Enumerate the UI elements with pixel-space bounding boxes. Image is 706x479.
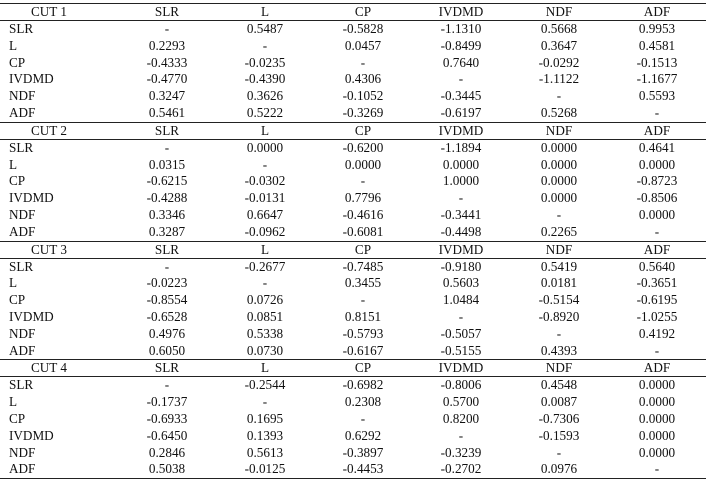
correlation-value: - <box>608 105 706 122</box>
table-row <box>0 157 706 174</box>
correlation-value: - <box>360 410 366 426</box>
correlation-table-body <box>0 4 706 479</box>
correlation-value: 0.8151 <box>344 308 382 324</box>
column-header: CP <box>314 4 412 21</box>
correlation-value: -0.4333 <box>146 54 188 70</box>
correlation-value: -0.1052 <box>342 88 384 104</box>
correlation-value: - <box>556 88 562 104</box>
correlation-value: -0.2544 <box>244 377 286 393</box>
correlation-value: 0.3346 <box>148 206 186 222</box>
correlation-value: 0.8200 <box>442 410 480 426</box>
correlation-value: - <box>262 37 268 53</box>
table-row <box>0 343 706 360</box>
column-header: NDF <box>510 4 608 21</box>
correlation-value: -0.6195 <box>636 292 678 308</box>
correlation-value: 0.3455 <box>344 275 382 291</box>
correlation-value: -0.5793 <box>342 325 384 341</box>
correlation-value: -0.9180 <box>440 258 482 274</box>
correlation-value: 0.0000 <box>540 139 578 155</box>
column-header: ADF <box>608 122 706 139</box>
row-label: ADF <box>0 224 118 241</box>
correlation-value: 0.0000 <box>638 206 676 222</box>
column-header: L <box>216 241 314 258</box>
correlation-value: -0.4770 <box>146 71 188 87</box>
correlation-value: - <box>556 325 562 341</box>
correlation-value: - <box>458 308 464 324</box>
correlation-value: 0.0181 <box>540 275 578 291</box>
table-row <box>0 326 706 343</box>
correlation-value: -0.6081 <box>314 224 412 241</box>
correlation-value: - <box>360 173 366 189</box>
row-label: NDF <box>9 325 36 341</box>
table-row <box>0 224 706 241</box>
row-label: SLR <box>9 139 34 155</box>
table-row <box>0 428 706 445</box>
correlation-value: 0.2265 <box>510 224 608 241</box>
correlation-value: 0.6050 <box>118 343 216 360</box>
correlation-value: 0.4306 <box>344 71 382 87</box>
correlation-value: 1.0000 <box>442 173 480 189</box>
correlation-value: 0.9953 <box>638 21 676 36</box>
correlation-value: 0.0000 <box>638 444 676 460</box>
correlation-value: 0.5668 <box>540 21 578 36</box>
correlation-value: 0.5338 <box>246 325 284 341</box>
table-row <box>0 461 706 478</box>
column-header: CP <box>314 241 412 258</box>
table-row <box>0 105 706 122</box>
correlation-value: 0.4641 <box>638 139 676 155</box>
correlation-value: 0.0457 <box>344 37 382 53</box>
correlation-value: 0.6647 <box>246 206 284 222</box>
correlation-value: -0.6167 <box>314 343 412 360</box>
row-label: SLR <box>9 21 34 36</box>
correlation-value: 0.0000 <box>638 377 676 393</box>
correlation-value: - <box>556 444 562 460</box>
column-header: NDF <box>510 360 608 377</box>
correlation-value: 0.1393 <box>246 427 284 443</box>
row-label: L <box>9 156 18 172</box>
table-row <box>0 411 706 428</box>
table-row <box>0 292 706 309</box>
row-label: CP <box>9 54 26 70</box>
correlation-value: - <box>262 275 268 291</box>
correlation-value: - <box>458 427 464 443</box>
correlation-value: 0.5038 <box>118 461 216 478</box>
correlation-value: 0.5461 <box>118 105 216 122</box>
correlation-value: 0.5419 <box>540 258 578 274</box>
correlation-value: -0.8006 <box>440 377 482 393</box>
column-header: ADF <box>608 360 706 377</box>
correlation-value: -1.0255 <box>636 308 678 324</box>
row-label: NDF <box>9 444 36 460</box>
column-header: SLR <box>118 360 216 377</box>
row-label: CP <box>9 292 26 308</box>
column-header: L <box>216 122 314 139</box>
correlation-value: 0.5593 <box>638 88 676 104</box>
column-header: ADF <box>608 241 706 258</box>
row-label: ADF <box>0 105 118 122</box>
block-header-row <box>0 241 706 258</box>
row-label: IVDMD <box>9 427 54 443</box>
block-header-row <box>0 360 706 377</box>
column-header: IVDMD <box>412 4 510 21</box>
correlation-value: 0.5268 <box>510 105 608 122</box>
correlation-value: -0.6215 <box>146 173 188 189</box>
column-header: L <box>216 4 314 21</box>
correlation-value: - <box>556 206 562 222</box>
correlation-value: -0.5828 <box>342 21 384 36</box>
correlation-value: 0.0000 <box>638 394 676 410</box>
correlation-value: -0.8506 <box>636 190 678 206</box>
correlation-value: 0.3626 <box>246 88 284 104</box>
block-header-row <box>0 4 706 21</box>
correlation-value: - <box>164 258 170 274</box>
row-label: L <box>9 275 18 291</box>
correlation-value: - <box>608 343 706 360</box>
table-row <box>0 377 706 394</box>
correlation-value: 0.0000 <box>638 410 676 426</box>
row-label: NDF <box>9 88 36 104</box>
correlation-value: -0.3239 <box>440 444 482 460</box>
correlation-value: 0.0000 <box>246 139 284 155</box>
block-title: CUT 2 <box>0 122 118 139</box>
row-label: IVDMD <box>9 308 54 324</box>
correlation-value: -0.4453 <box>314 461 412 478</box>
column-header: IVDMD <box>412 241 510 258</box>
block-title: CUT 1 <box>0 4 118 21</box>
correlation-value: -0.2702 <box>412 461 510 478</box>
correlation-value: -0.7306 <box>538 410 580 426</box>
correlation-value: 0.4581 <box>638 37 676 53</box>
correlation-value: 0.7640 <box>442 54 480 70</box>
correlation-value: -0.5154 <box>538 292 580 308</box>
correlation-value: 0.2293 <box>148 37 186 53</box>
correlation-value: -0.6933 <box>146 410 188 426</box>
correlation-value: - <box>608 461 706 478</box>
block-header-row <box>0 122 706 139</box>
row-label: CP <box>9 410 26 426</box>
row-label: CP <box>9 173 26 189</box>
correlation-value: -0.4498 <box>412 224 510 241</box>
table-row <box>0 139 706 156</box>
correlation-value: 0.5640 <box>638 258 676 274</box>
correlation-value: 0.0000 <box>638 156 676 172</box>
correlation-value: -0.6450 <box>146 427 188 443</box>
row-label: IVDMD <box>9 71 54 87</box>
table-row <box>0 55 706 72</box>
correlation-value: 0.0315 <box>148 156 186 172</box>
correlation-value: -1.1310 <box>440 21 482 36</box>
correlation-value: 0.7796 <box>344 190 382 206</box>
correlation-value: 0.5222 <box>216 105 314 122</box>
table-row <box>0 207 706 224</box>
correlation-value: -0.3445 <box>440 88 482 104</box>
table-row <box>0 258 706 275</box>
correlation-value: 0.3247 <box>148 88 186 104</box>
correlation-value: -0.3269 <box>314 105 412 122</box>
correlation-value: 0.4548 <box>540 377 578 393</box>
correlation-value: - <box>360 54 366 70</box>
column-header: CP <box>314 360 412 377</box>
correlation-value: - <box>608 224 706 241</box>
correlation-value: 0.0000 <box>540 173 578 189</box>
correlation-value: 0.0851 <box>246 308 284 324</box>
correlation-value: -0.0962 <box>216 224 314 241</box>
correlation-value: -0.5155 <box>412 343 510 360</box>
block-title: CUT 3 <box>0 241 118 258</box>
correlation-value: -0.8499 <box>440 37 482 53</box>
correlation-value: 0.3287 <box>118 224 216 241</box>
block-title: CUT 4 <box>0 360 118 377</box>
correlation-value: 0.5487 <box>246 21 284 36</box>
correlation-value: - <box>262 156 268 172</box>
correlation-value: - <box>458 71 464 87</box>
correlation-value: -0.3441 <box>440 206 482 222</box>
row-label: NDF <box>9 206 36 222</box>
correlation-value: -0.6528 <box>146 308 188 324</box>
correlation-value: - <box>164 139 170 155</box>
correlation-value: 0.5700 <box>442 394 480 410</box>
correlation-value: -1.1894 <box>440 139 482 155</box>
table-row <box>0 394 706 411</box>
correlation-value: -0.8723 <box>636 173 678 189</box>
correlation-value: -0.1593 <box>538 427 580 443</box>
correlation-value: 0.5603 <box>442 275 480 291</box>
row-label: ADF <box>0 343 118 360</box>
correlation-value: 0.0000 <box>638 427 676 443</box>
correlation-value: -0.3651 <box>636 275 678 291</box>
correlation-value: - <box>164 21 170 36</box>
correlation-value: -0.7485 <box>342 258 384 274</box>
table-row <box>0 173 706 190</box>
correlation-value: -0.6197 <box>412 105 510 122</box>
column-header: IVDMD <box>412 122 510 139</box>
table-row <box>0 445 706 462</box>
row-label: L <box>9 394 18 410</box>
correlation-value: -0.1737 <box>146 394 188 410</box>
correlation-value: - <box>458 190 464 206</box>
table-row <box>0 71 706 88</box>
correlation-value: 0.0726 <box>246 292 284 308</box>
correlation-value: -0.4390 <box>244 71 286 87</box>
correlation-value: 0.2846 <box>148 444 186 460</box>
row-label: L <box>9 37 18 53</box>
correlation-value: -0.3897 <box>342 444 384 460</box>
correlation-value: -0.0292 <box>538 54 580 70</box>
correlation-value: -0.8920 <box>538 308 580 324</box>
correlation-value: 0.2308 <box>344 394 382 410</box>
correlation-value: 0.4393 <box>510 343 608 360</box>
correlation-table <box>0 3 706 479</box>
correlation-value: -0.0223 <box>146 275 188 291</box>
row-label: ADF <box>0 461 118 478</box>
column-header: ADF <box>608 4 706 21</box>
correlation-value: - <box>262 394 268 410</box>
correlation-value: -0.2677 <box>244 258 286 274</box>
correlation-value: -0.6200 <box>342 139 384 155</box>
correlation-value: - <box>360 292 366 308</box>
correlation-value: - <box>164 377 170 393</box>
row-label: SLR <box>9 258 34 274</box>
correlation-value: 0.5613 <box>246 444 284 460</box>
correlation-value: -0.1513 <box>636 54 678 70</box>
column-header: SLR <box>118 241 216 258</box>
column-header: NDF <box>510 241 608 258</box>
correlation-value: -0.4616 <box>342 206 384 222</box>
correlation-value: -0.8554 <box>146 292 188 308</box>
correlation-value: -0.0235 <box>244 54 286 70</box>
table-row <box>0 190 706 207</box>
column-header: SLR <box>118 4 216 21</box>
correlation-value: 0.0000 <box>540 190 578 206</box>
correlation-value: -1.1677 <box>636 71 678 87</box>
correlation-value: 0.4192 <box>638 325 676 341</box>
correlation-value: 0.0730 <box>216 343 314 360</box>
correlation-value: -0.5057 <box>440 325 482 341</box>
column-header: NDF <box>510 122 608 139</box>
correlation-value: 0.4976 <box>148 325 186 341</box>
correlation-value: 1.0484 <box>442 292 480 308</box>
table-row <box>0 309 706 326</box>
correlation-value: -0.0131 <box>244 190 286 206</box>
table-row <box>0 88 706 105</box>
correlation-value: 0.0000 <box>442 156 480 172</box>
row-label: IVDMD <box>9 190 54 206</box>
correlation-value: 0.0087 <box>540 394 578 410</box>
correlation-value: -1.1122 <box>538 71 580 87</box>
correlation-value: 0.1695 <box>246 410 284 426</box>
correlation-value: -0.4288 <box>146 190 188 206</box>
column-header: IVDMD <box>412 360 510 377</box>
correlation-value: 0.0000 <box>344 156 382 172</box>
column-header: SLR <box>118 122 216 139</box>
correlation-value: 0.6292 <box>344 427 382 443</box>
column-header: CP <box>314 122 412 139</box>
correlation-value: -0.6982 <box>342 377 384 393</box>
correlation-value: -0.0125 <box>216 461 314 478</box>
table-row <box>0 275 706 292</box>
correlation-value: -0.0302 <box>244 173 286 189</box>
correlation-value: 0.3647 <box>540 37 578 53</box>
table-row <box>0 21 706 38</box>
column-header: L <box>216 360 314 377</box>
correlation-value: 0.0000 <box>540 156 578 172</box>
row-label: SLR <box>9 377 34 393</box>
table-row <box>0 38 706 55</box>
correlation-value: 0.0976 <box>510 461 608 478</box>
